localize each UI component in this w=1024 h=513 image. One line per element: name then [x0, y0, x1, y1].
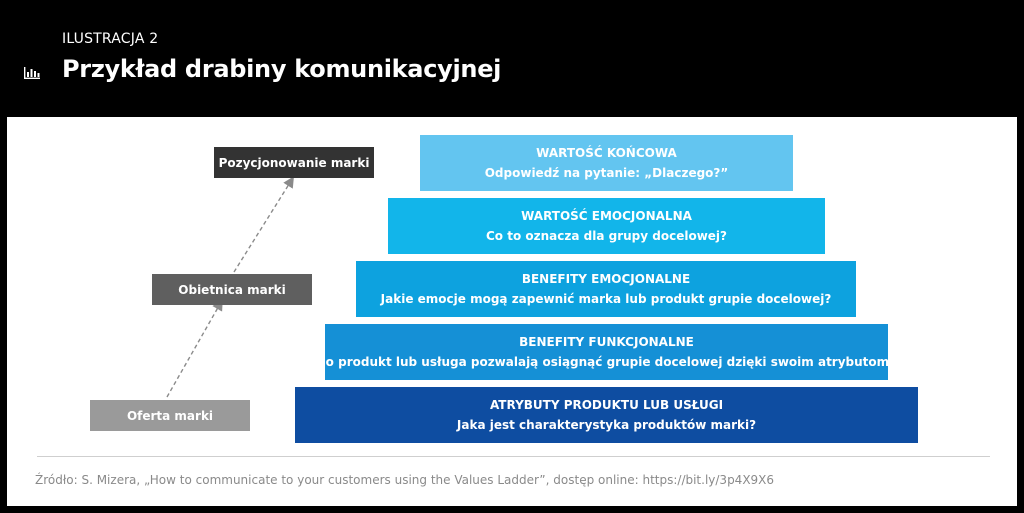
ladder-step-question: Jaka jest charakterystyka produktów marki?	[456, 418, 757, 432]
tag-brand-offer: Oferta marki	[90, 400, 250, 431]
ladder-step-heading: WARTOŚĆ KOŃCOWA	[536, 146, 677, 160]
ladder-step-question: Jakie emocje mogą zapewnić marka lub produkt grupie docelowej?	[380, 292, 832, 306]
arrow-offer-to-promise	[167, 304, 220, 397]
ladder-step-question: Co produkt lub usługa pozwalają osiągnąć grupie docelowej dzięki swoim atrybutom?	[316, 355, 897, 369]
ladder-step-heading: ATRYBUTY PRODUKTU LUB USŁUGI	[489, 398, 724, 412]
ladder-step-emotional-benefits	[356, 261, 856, 317]
page-title: Przykład drabiny komunikacyjnej	[62, 55, 502, 83]
tag-brand-positioning: Pozycjonowanie marki	[214, 147, 374, 178]
ladder-step-heading: BENEFITY FUNKCJONALNE	[519, 335, 694, 349]
bar-chart-icon	[24, 67, 40, 79]
ladder-step-question: Co to oznacza dla grupy docelowej?	[486, 229, 727, 243]
ladder-step-final-value	[420, 135, 793, 191]
ladder-step-functional-benefits	[316, 324, 897, 380]
illustration-label: ILUSTRACJA 2	[62, 31, 159, 47]
tag-brand-promise: Obietnica marki	[152, 274, 312, 305]
arrow-promise-to-positioning	[234, 181, 291, 272]
diagram-panel	[7, 117, 1017, 506]
ladder-step-product-attributes	[295, 387, 918, 443]
ladder-step-question: Odpowiedź na pytanie: „Dlaczego?”	[484, 166, 729, 180]
divider	[37, 456, 990, 457]
ladder-step-heading: WARTOŚĆ EMOCJONALNA	[521, 209, 692, 223]
source-note: Źródło: S. Mizera, „How to communicate to your customers using the Values Ladder”, dostęp online: https://bit.ly/3p4X9X6	[35, 473, 775, 487]
ladder-step-heading: BENEFITY EMOCJONALNE	[521, 272, 691, 286]
ladder-step-emotional-value	[388, 198, 825, 254]
